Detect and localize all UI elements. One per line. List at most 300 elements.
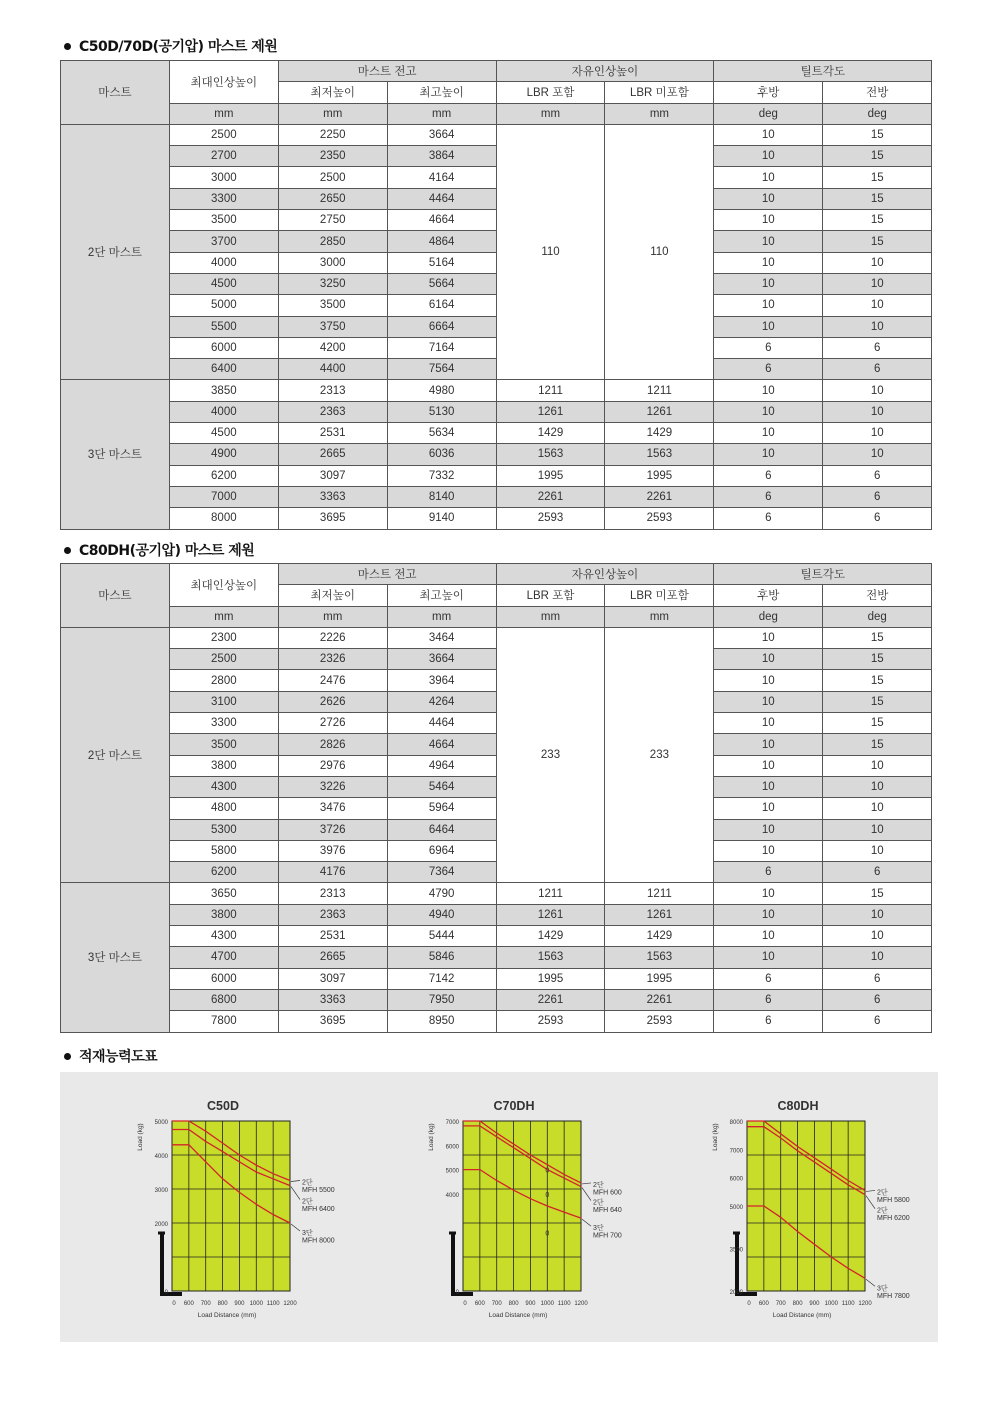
cell-max-height: 5664 [387,273,496,294]
cell-min-height: 2531 [278,423,387,444]
cell-tilt-front: 10 [823,316,932,337]
cell-min-height: 2226 [278,627,387,648]
cell-max-lift: 5800 [169,840,278,861]
x-tick-label: 1100 [841,1301,855,1307]
table-row [61,926,932,947]
header-lbr-incl: LBR 포함 [496,82,605,103]
y-axis-label: Load (kg) [428,1123,435,1151]
cell-max-height: 3464 [387,627,496,648]
y-tick-label: 7000 [445,1120,459,1126]
series-label: MFH 6200 [877,1215,910,1223]
cell-min-height: 3976 [278,840,387,861]
cell-free-lift-incl: 233 [496,627,605,883]
section-title-text: C50D/70D(공기압) 마스트 제원 [79,39,278,55]
cell-max-lift: 5500 [169,316,278,337]
series-leader-line [291,1224,300,1231]
header-lbr-excl: LBR 미포함 [605,82,714,103]
cell-min-height: 3097 [278,465,387,486]
table-row [61,947,932,968]
cell-tilt-front: 15 [823,734,932,755]
x-tick-label: 1200 [283,1301,297,1307]
header-free-lift: 자유인상높이 [496,564,714,585]
load-chart-c50d [96,1072,366,1342]
cell-tilt-front: 15 [823,210,932,231]
series-label: 3단 [593,1225,604,1233]
chart-title: C80DH [777,1099,819,1113]
x-tick-label: 0 [747,1301,751,1307]
series-leader-line [291,1187,300,1200]
header-front: 전방 [823,585,932,606]
series-label: MFH 5500 [302,1187,335,1194]
series-leader-line [582,1183,591,1184]
unit-cell: mm [278,103,387,124]
unit-cell: mm [278,606,387,627]
cell-free-lift-incl: 2593 [496,1011,605,1032]
series-label: 2단 [593,1199,604,1207]
unit-cell: mm [387,606,496,627]
x-tick-label: 800 [792,1301,803,1307]
cell-max-lift: 6200 [169,862,278,883]
cell-tilt-front: 10 [823,252,932,273]
cell-tilt-back: 10 [714,819,823,840]
section-title-load-chart [64,1046,157,1066]
cell-max-height: 7142 [387,968,496,989]
header-mast: 마스트 [61,564,170,628]
cell-tilt-front: 10 [823,401,932,422]
x-tick-label: 900 [809,1301,820,1307]
cell-min-height: 4400 [278,359,387,380]
x-tick-label: 1000 [249,1301,263,1307]
cell-max-lift: 6800 [169,989,278,1010]
cell-free-lift-incl: 1995 [496,465,605,486]
cell-min-height: 2476 [278,670,387,691]
unit-cell: deg [823,606,932,627]
cell-max-lift: 3800 [169,755,278,776]
cell-tilt-back: 6 [714,862,823,883]
cell-min-height: 2726 [278,713,387,734]
y-tick-label: 6000 [445,1144,459,1151]
x-tick-label: 1100 [266,1301,280,1307]
x-tick-label: 1200 [574,1301,588,1307]
cell-max-height: 4964 [387,755,496,776]
cell-tilt-back: 6 [714,337,823,358]
cell-free-lift-excl: 1261 [605,904,714,925]
y-tick-label: 8000 [729,1120,743,1126]
cell-tilt-front: 6 [823,862,932,883]
cell-max-height: 4264 [387,691,496,712]
cell-tilt-front: 6 [823,337,932,358]
cell-tilt-front: 10 [823,840,932,861]
table-row [61,989,932,1010]
unit-cell: mm [387,103,496,124]
cell-max-lift: 3850 [169,380,278,401]
cell-free-lift-incl: 1211 [496,883,605,904]
x-tick-label: 800 [217,1301,228,1307]
cell-max-lift: 3500 [169,210,278,231]
cell-tilt-front: 10 [823,423,932,444]
y-tick-label: 5000 [729,1205,743,1211]
cell-max-lift: 4500 [169,423,278,444]
cell-free-lift-excl: 1995 [605,465,714,486]
cell-min-height: 3363 [278,486,387,507]
table-row [61,1011,932,1032]
header-lbr-incl: LBR 포함 [496,585,605,606]
cell-max-height: 4940 [387,904,496,925]
series-leader-line [291,1181,300,1182]
cell-tilt-back: 10 [714,252,823,273]
cell-min-height: 3226 [278,776,387,797]
series-label: 2단 [302,1198,313,1206]
header-max-lift: 최대인상높이 [169,564,278,607]
unit-row [61,103,932,124]
x-tick-label: 600 [474,1301,485,1307]
cell-min-height: 2326 [278,649,387,670]
cell-max-lift: 4700 [169,947,278,968]
cell-free-lift-incl: 1211 [496,380,605,401]
header-tilt: 틸트각도 [714,564,932,585]
cell-max-height: 3664 [387,124,496,145]
unit-row [61,606,932,627]
zero-mark: 0 [545,1230,550,1238]
y-tick-label: 5000 [154,1120,168,1126]
cell-tilt-back: 10 [714,713,823,734]
cell-tilt-front: 10 [823,904,932,925]
cell-tilt-back: 10 [714,231,823,252]
load-capacity-panel [60,1072,938,1342]
cell-min-height: 3726 [278,819,387,840]
cell-tilt-back: 10 [714,691,823,712]
unit-cell: mm [496,606,605,627]
cell-tilt-front: 15 [823,883,932,904]
x-tick-label: 0 [172,1301,176,1307]
cell-tilt-back: 10 [714,840,823,861]
y-tick-label: 3500 [729,1247,743,1254]
cell-max-lift: 3100 [169,691,278,712]
y-tick-label: 0 [455,1290,459,1296]
unit-cell: mm [496,103,605,124]
section-title-text: 적재능력도표 [79,1049,158,1065]
cell-tilt-front: 15 [823,713,932,734]
header-mast-height: 마스트 전고 [278,61,496,82]
y-tick-label: 2000 [729,1290,743,1296]
table-row [61,465,932,486]
cell-min-height: 2500 [278,167,387,188]
cell-tilt-back: 10 [714,124,823,145]
cell-min-height: 2363 [278,904,387,925]
cell-tilt-front: 6 [823,359,932,380]
table-row [61,968,932,989]
table-row [61,444,932,465]
cell-tilt-back: 10 [714,273,823,294]
cell-max-lift: 2300 [169,627,278,648]
x-tick-label: 700 [775,1301,786,1307]
cell-tilt-back: 10 [714,670,823,691]
header-max-height: 최고높이 [387,585,496,606]
cell-max-height: 6964 [387,840,496,861]
y-tick-label: 7000 [729,1148,743,1155]
header-free-lift: 자유인상높이 [496,61,714,82]
cell-free-lift-excl: 1211 [605,883,714,904]
cell-tilt-front: 15 [823,146,932,167]
cell-tilt-back: 6 [714,465,823,486]
load-chart-svg [387,1072,657,1342]
table-row [61,508,932,529]
unit-cell: mm [605,606,714,627]
cell-max-height: 6464 [387,819,496,840]
cell-max-lift: 4000 [169,401,278,422]
x-tick-label: 600 [183,1301,194,1307]
header-min-height: 최저높이 [278,585,387,606]
cell-free-lift-excl: 2261 [605,989,714,1010]
x-axis-label: Load Distance (mm) [488,1312,548,1319]
x-tick-label: 700 [200,1301,211,1307]
x-tick-label: 1100 [557,1301,571,1307]
header-back: 후방 [714,585,823,606]
series-label: 3단 [877,1285,888,1293]
cell-free-lift-excl: 2593 [605,508,714,529]
cell-min-height: 3363 [278,989,387,1010]
y-tick-label: 0 [164,1290,168,1296]
cell-tilt-front: 10 [823,295,932,316]
cell-min-height: 2976 [278,755,387,776]
cell-tilt-front: 10 [823,798,932,819]
cell-free-lift-incl: 1563 [496,444,605,465]
cell-free-lift-excl: 1211 [605,380,714,401]
cell-tilt-back: 10 [714,904,823,925]
cell-max-height: 4164 [387,167,496,188]
cell-tilt-front: 15 [823,231,932,252]
cell-max-height: 7364 [387,862,496,883]
cell-min-height: 2250 [278,124,387,145]
bullet-icon [64,43,71,50]
cell-free-lift-excl: 2593 [605,1011,714,1032]
bullet-icon [64,547,71,554]
y-axis-label: Load (kg) [712,1123,719,1151]
zero-mark: 0 [545,1167,550,1175]
cell-free-lift-incl: 1261 [496,401,605,422]
cell-tilt-back: 10 [714,883,823,904]
cell-tilt-front: 6 [823,486,932,507]
cell-max-lift: 4800 [169,798,278,819]
cell-tilt-back: 10 [714,947,823,968]
cell-min-height: 3000 [278,252,387,273]
series-label: 2단 [877,1189,888,1197]
cell-max-lift: 2800 [169,670,278,691]
cell-min-height: 3695 [278,508,387,529]
cell-tilt-front: 15 [823,167,932,188]
header-back: 후방 [714,82,823,103]
unit-cell: deg [823,103,932,124]
cell-free-lift-incl: 1429 [496,423,605,444]
cell-min-height: 2650 [278,188,387,209]
bullet-icon [64,1053,71,1060]
cell-max-height: 4980 [387,380,496,401]
chart-title: C50D [207,1099,239,1113]
table-row [61,627,932,648]
cell-free-lift-excl: 1563 [605,947,714,968]
cell-max-height: 4864 [387,231,496,252]
cell-max-height: 6164 [387,295,496,316]
cell-tilt-back: 6 [714,486,823,507]
table-row [61,380,932,401]
cell-max-height: 7164 [387,337,496,358]
cell-free-lift-excl: 1261 [605,401,714,422]
table-row [61,124,932,145]
cell-max-height: 5846 [387,947,496,968]
table-row [61,486,932,507]
series-leader-line [866,1190,875,1191]
header-max-height: 최고높이 [387,82,496,103]
table-row [61,883,932,904]
cell-min-height: 2313 [278,380,387,401]
load-chart-c80dh [671,1072,941,1342]
mast-type-label: 3단 마스트 [61,883,170,1032]
cell-max-lift: 5300 [169,819,278,840]
cell-max-height: 6664 [387,316,496,337]
cell-min-height: 2313 [278,883,387,904]
series-label: MFH 700 [593,1232,622,1240]
cell-max-height: 5964 [387,798,496,819]
unit-cell: deg [714,606,823,627]
cell-tilt-front: 10 [823,380,932,401]
cell-min-height: 4176 [278,862,387,883]
cell-tilt-front: 15 [823,691,932,712]
cell-tilt-back: 10 [714,295,823,316]
cell-max-height: 5164 [387,252,496,273]
cell-tilt-back: 6 [714,1011,823,1032]
cell-tilt-back: 10 [714,734,823,755]
section-title-c80dh [64,540,254,560]
cell-max-lift: 3800 [169,904,278,925]
x-tick-label: 1200 [858,1301,872,1307]
x-tick-label: 0 [463,1301,467,1307]
load-chart-svg [671,1072,941,1342]
cell-max-height: 7950 [387,989,496,1010]
cell-free-lift-excl: 1563 [605,444,714,465]
cell-max-height: 5130 [387,401,496,422]
cell-min-height: 2850 [278,231,387,252]
cell-free-lift-incl: 1995 [496,968,605,989]
cell-tilt-back: 10 [714,926,823,947]
unit-cell: mm [169,103,278,124]
cell-tilt-front: 15 [823,124,932,145]
zero-mark: 0 [545,1191,550,1199]
cell-min-height: 4200 [278,337,387,358]
cell-tilt-back: 10 [714,316,823,337]
cell-tilt-front: 10 [823,947,932,968]
cell-max-height: 3864 [387,146,496,167]
x-axis-label: Load Distance (mm) [772,1312,832,1319]
cell-max-height: 5634 [387,423,496,444]
y-axis-label: Load (kg) [137,1123,144,1151]
cell-min-height: 2363 [278,401,387,422]
cell-max-lift: 2500 [169,124,278,145]
cell-tilt-front: 10 [823,273,932,294]
cell-max-height: 4464 [387,713,496,734]
cell-tilt-back: 10 [714,444,823,465]
cell-max-lift: 5000 [169,295,278,316]
y-tick-label: 2000 [154,1222,168,1228]
header-mast-height: 마스트 전고 [278,564,496,585]
header-tilt: 틸트각도 [714,61,932,82]
cell-max-height: 7564 [387,359,496,380]
cell-free-lift-incl: 2261 [496,486,605,507]
cell-max-lift: 7800 [169,1011,278,1032]
cell-max-height: 3964 [387,670,496,691]
header-front: 전방 [823,82,932,103]
series-label: 3단 [302,1230,313,1237]
cell-max-height: 8140 [387,486,496,507]
cell-max-lift: 6400 [169,359,278,380]
series-label: MFH 6400 [302,1206,335,1214]
series-label: 2단 [302,1179,313,1187]
series-label: MFH 640 [593,1207,622,1215]
cell-min-height: 3097 [278,968,387,989]
x-tick-label: 1000 [824,1301,838,1307]
header-row [61,564,932,585]
cell-max-lift: 3500 [169,734,278,755]
cell-tilt-back: 6 [714,359,823,380]
cell-min-height: 3250 [278,273,387,294]
table-row [61,423,932,444]
series-leader-line [582,1188,591,1201]
x-tick-label: 1000 [540,1301,554,1307]
header-mast: 마스트 [61,61,170,125]
header-lbr-excl: LBR 미포함 [605,585,714,606]
cell-max-lift: 3700 [169,231,278,252]
cell-max-lift: 3650 [169,883,278,904]
cell-tilt-back: 6 [714,968,823,989]
series-label: MFH 7800 [877,1292,910,1300]
cell-tilt-front: 15 [823,188,932,209]
unit-cell: deg [714,103,823,124]
x-tick-label: 900 [234,1301,245,1307]
cell-max-lift: 4500 [169,273,278,294]
cell-tilt-front: 6 [823,989,932,1010]
cell-tilt-back: 10 [714,210,823,231]
cell-tilt-front: 6 [823,1011,932,1032]
series-label: 2단 [593,1181,604,1189]
plot-area [463,1121,581,1291]
cell-max-height: 4664 [387,210,496,231]
cell-tilt-back: 10 [714,146,823,167]
cell-tilt-front: 6 [823,465,932,486]
series-label: MFH 600 [593,1189,622,1197]
cell-min-height: 2665 [278,947,387,968]
cell-tilt-front: 15 [823,670,932,691]
cell-tilt-front: 6 [823,508,932,529]
series-label: MFH 8000 [302,1237,335,1245]
cell-free-lift-excl: 110 [605,124,714,380]
cell-tilt-back: 10 [714,380,823,401]
section-title-c50d [64,36,277,56]
cell-tilt-back: 10 [714,423,823,444]
series-leader-line [866,1196,875,1209]
cell-min-height: 2750 [278,210,387,231]
cell-min-height: 2626 [278,691,387,712]
cell-max-lift: 4300 [169,926,278,947]
series-label: MFH 5800 [877,1196,910,1204]
cell-tilt-back: 10 [714,798,823,819]
cell-max-height: 7332 [387,465,496,486]
cell-free-lift-incl: 1429 [496,926,605,947]
x-axis-label: Load Distance (mm) [197,1312,257,1319]
section-title-text: C80DH(공기압) 마스트 제원 [79,543,255,559]
cell-max-lift: 4900 [169,444,278,465]
cell-min-height: 2665 [278,444,387,465]
cell-max-height: 3664 [387,649,496,670]
header-max-lift: 최대인상높이 [169,61,278,104]
